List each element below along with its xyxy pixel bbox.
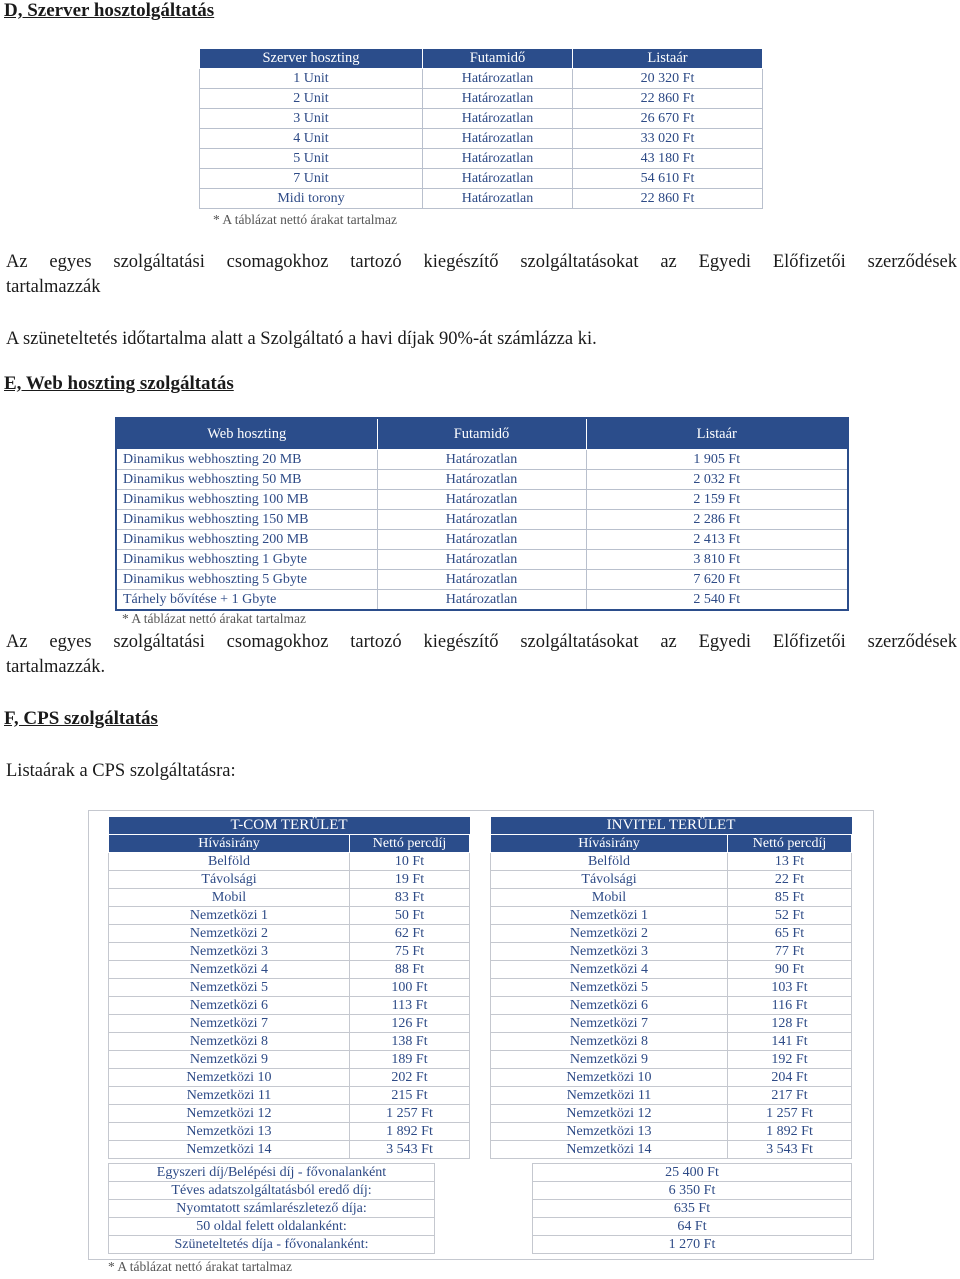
table-row — [491, 889, 852, 907]
table-row — [109, 1015, 470, 1033]
table-row — [109, 943, 470, 961]
table-cell: Belföld — [491, 853, 728, 871]
table-cell: Nemzetközi 4 — [109, 961, 350, 979]
column-header: Hívásirány — [109, 835, 350, 853]
table-cell: Nemzetközi 2 — [109, 925, 350, 943]
invitel-title: INVITEL TERÜLET — [491, 817, 852, 835]
table-row — [109, 979, 470, 997]
table-cell: Határozatlan — [423, 89, 573, 109]
table-row — [116, 530, 848, 550]
table-cell: 204 Ft — [728, 1069, 852, 1087]
table-cell: 3 Unit — [200, 109, 423, 129]
fee-value: 635 Ft — [533, 1200, 852, 1218]
table-row — [491, 853, 852, 871]
invitel-table — [490, 817, 852, 1159]
table-cell: Nemzetközi 11 — [491, 1087, 728, 1105]
spacer — [435, 1164, 533, 1182]
table-row — [109, 907, 470, 925]
table-cell: 1 905 Ft — [586, 450, 848, 470]
table-cell: Határozatlan — [377, 550, 586, 570]
table-cell: 52 Ft — [728, 907, 852, 925]
table-row — [491, 907, 852, 925]
table-cell: 113 Ft — [350, 997, 470, 1015]
table-cell: 83 Ft — [350, 889, 470, 907]
table-cell: Nemzetközi 8 — [491, 1033, 728, 1051]
fee-row — [109, 1218, 852, 1236]
table-cell: Határozatlan — [377, 530, 586, 550]
table-cell: Dinamikus webhoszting 150 MB — [116, 510, 377, 530]
table-cell: 1 Unit — [200, 69, 423, 89]
table-cell: Határozatlan — [377, 470, 586, 490]
table-row — [491, 1087, 852, 1105]
table-cell: Belföld — [109, 853, 350, 871]
table-row — [109, 871, 470, 889]
table-cell: 13 Ft — [728, 853, 852, 871]
fee-label: Szüneteltetés díja - fővonalanként: — [109, 1236, 435, 1254]
column-header: Futamidő — [377, 418, 586, 450]
table-cell: Nemzetközi 3 — [491, 943, 728, 961]
spacer — [435, 1182, 533, 1200]
table-cell: 22 860 Ft — [573, 189, 763, 209]
table-cell: Nemzetközi 8 — [109, 1033, 350, 1051]
table-cell: 138 Ft — [350, 1033, 470, 1051]
table-cell: 50 Ft — [350, 907, 470, 925]
table-cell: 202 Ft — [350, 1069, 470, 1087]
table-row — [200, 129, 763, 149]
column-header: Listaár — [586, 418, 848, 450]
column-header: Web hoszting — [116, 418, 377, 450]
table-cell: 43 180 Ft — [573, 149, 763, 169]
table-cell: 217 Ft — [728, 1087, 852, 1105]
table-cell: Nemzetközi 5 — [109, 979, 350, 997]
table-row — [491, 925, 852, 943]
table-cell: 1 257 Ft — [350, 1105, 470, 1123]
table-cell: Határozatlan — [377, 510, 586, 530]
table-row — [109, 853, 470, 871]
table-cell: 65 Ft — [728, 925, 852, 943]
table-cell: Távolsági — [491, 871, 728, 889]
table-row — [200, 69, 763, 89]
table-cell: 2 159 Ft — [586, 490, 848, 510]
table-cell: Nemzetközi 10 — [491, 1069, 728, 1087]
table-row — [116, 470, 848, 490]
table-cell: 1 892 Ft — [728, 1123, 852, 1141]
table-cell: 2 Unit — [200, 89, 423, 109]
table-cell: 4 Unit — [200, 129, 423, 149]
table-cell: 77 Ft — [728, 943, 852, 961]
table-cell: Nemzetközi 6 — [491, 997, 728, 1015]
table-row — [109, 925, 470, 943]
table-cell: 54 610 Ft — [573, 169, 763, 189]
table-row — [491, 979, 852, 997]
table-row — [200, 109, 763, 129]
table-cell: Dinamikus webhoszting 5 Gbyte — [116, 570, 377, 590]
spacer — [435, 1218, 533, 1236]
table-row — [200, 189, 763, 209]
table-row — [109, 1141, 470, 1159]
fee-row — [109, 1182, 852, 1200]
table-cell: 215 Ft — [350, 1087, 470, 1105]
table-cell: 62 Ft — [350, 925, 470, 943]
section-f-heading: F, CPS szolgáltatás — [4, 708, 158, 729]
table-row — [116, 490, 848, 510]
fee-value: 64 Ft — [533, 1218, 852, 1236]
table-row — [109, 997, 470, 1015]
net-price-note: * A táblázat nettó árakat tartalmaz — [213, 212, 398, 227]
table-cell: Nemzetközi 11 — [109, 1087, 350, 1105]
table-cell: Nemzetközi 9 — [109, 1051, 350, 1069]
table-row — [200, 89, 763, 109]
table-row — [109, 889, 470, 907]
fee-label: Egyszeri díj/Belépési díj - fővonalanként — [109, 1164, 435, 1182]
table-cell: Nemzetközi 6 — [109, 997, 350, 1015]
fee-value: 25 400 Ft — [533, 1164, 852, 1182]
table-cell: 2 540 Ft — [586, 590, 848, 611]
table-cell: 1 257 Ft — [728, 1105, 852, 1123]
column-header: Nettó percdíj — [728, 835, 852, 853]
paragraph-addons: Az egyes szolgáltatási csomagokhoz tartozó kiegészítő szolgáltatásokat az Egyedi Előfizetői szerződések — [6, 632, 957, 652]
table-cell: Nemzetközi 5 — [491, 979, 728, 997]
table-cell: Határozatlan — [423, 169, 573, 189]
table-cell: Nemzetközi 9 — [491, 1051, 728, 1069]
column-header: Nettó percdíj — [350, 835, 470, 853]
paragraph-addons-cont: tartalmazzák. — [6, 657, 106, 677]
table-cell: 19 Ft — [350, 871, 470, 889]
table-cell: 85 Ft — [728, 889, 852, 907]
table-cell: Dinamikus webhoszting 50 MB — [116, 470, 377, 490]
table-cell: Tárhely bővítése + 1 Gbyte — [116, 590, 377, 611]
table-cell: 2 286 Ft — [586, 510, 848, 530]
table-cell: Határozatlan — [423, 149, 573, 169]
fee-value: 6 350 Ft — [533, 1182, 852, 1200]
table-cell: 141 Ft — [728, 1033, 852, 1051]
table-row — [116, 590, 848, 611]
table-cell: Távolsági — [109, 871, 350, 889]
table-cell: Határozatlan — [377, 450, 586, 470]
table-cell: Mobil — [491, 889, 728, 907]
table-row — [200, 149, 763, 169]
table-cell: 5 Unit — [200, 149, 423, 169]
table-cell: Nemzetközi 7 — [109, 1015, 350, 1033]
table-row — [109, 961, 470, 979]
table-cell: Határozatlan — [423, 69, 573, 89]
cps-fees-table — [108, 1163, 852, 1254]
table-row — [491, 1105, 852, 1123]
server-hosting-table — [199, 48, 763, 209]
table-cell: Nemzetközi 7 — [491, 1015, 728, 1033]
table-cell: Határozatlan — [377, 590, 586, 611]
table-cell: 3 543 Ft — [350, 1141, 470, 1159]
table-cell: 22 Ft — [728, 871, 852, 889]
table-cell: 7 620 Ft — [586, 570, 848, 590]
table-row — [491, 871, 852, 889]
table-cell: 3 543 Ft — [728, 1141, 852, 1159]
table-cell: Határozatlan — [423, 129, 573, 149]
table-cell: Nemzetközi 1 — [109, 907, 350, 925]
table-row — [116, 510, 848, 530]
fee-row — [109, 1164, 852, 1182]
table-row — [491, 997, 852, 1015]
table-cell: 192 Ft — [728, 1051, 852, 1069]
net-price-note: * A táblázat nettó árakat tartalmaz — [108, 1259, 293, 1274]
table-cell: Dinamikus webhoszting 100 MB — [116, 490, 377, 510]
table-row — [116, 570, 848, 590]
table-cell: Határozatlan — [377, 570, 586, 590]
table-cell: Dinamikus webhoszting 20 MB — [116, 450, 377, 470]
table-cell: 3 810 Ft — [586, 550, 848, 570]
table-cell: Nemzetközi 4 — [491, 961, 728, 979]
fee-value: 1 270 Ft — [533, 1236, 852, 1254]
table-cell: Dinamikus webhoszting 1 Gbyte — [116, 550, 377, 570]
table-cell: 126 Ft — [350, 1015, 470, 1033]
table-cell: 1 892 Ft — [350, 1123, 470, 1141]
table-cell: 116 Ft — [728, 997, 852, 1015]
table-header-row — [116, 418, 848, 450]
table-cell: 90 Ft — [728, 961, 852, 979]
table-row — [491, 1015, 852, 1033]
table-cell: Nemzetközi 13 — [491, 1123, 728, 1141]
cps-intro: Listaárak a CPS szolgáltatásra: — [6, 761, 236, 781]
table-cell: 2 032 Ft — [586, 470, 848, 490]
table-cell: 75 Ft — [350, 943, 470, 961]
fee-row — [109, 1200, 852, 1218]
fee-label: Nyomtatott számlarészletező díja: — [109, 1200, 435, 1218]
column-header: Hívásirány — [491, 835, 728, 853]
section-d-heading: D, Szerver hosztolgáltatás — [4, 0, 215, 21]
table-cell: 100 Ft — [350, 979, 470, 997]
table-row — [109, 1069, 470, 1087]
table-cell: Nemzetközi 14 — [109, 1141, 350, 1159]
table-cell: 7 Unit — [200, 169, 423, 189]
tcom-title: T-COM TERÜLET — [109, 817, 470, 835]
table-row — [491, 943, 852, 961]
table-cell: 128 Ft — [728, 1015, 852, 1033]
table-row — [491, 1123, 852, 1141]
paragraph-suspension: A szüneteltetés időtartalma alatt a Szolgáltató a havi díjak 90%-át számlázza ki. — [6, 329, 597, 349]
table-cell: Midi torony — [200, 189, 423, 209]
table-cell: 33 020 Ft — [573, 129, 763, 149]
table-cell: Nemzetközi 3 — [109, 943, 350, 961]
table-cell: 103 Ft — [728, 979, 852, 997]
table-cell: Határozatlan — [423, 189, 573, 209]
column-header: Listaár — [573, 49, 763, 69]
column-header: Szerver hoszting — [200, 49, 423, 69]
table-cell: 20 320 Ft — [573, 69, 763, 89]
spacer — [435, 1200, 533, 1218]
tcom-table — [108, 817, 470, 1159]
table-row — [109, 1087, 470, 1105]
table-cell: Határozatlan — [377, 490, 586, 510]
table-cell: Nemzetközi 12 — [491, 1105, 728, 1123]
section-e-heading: E, Web hoszting szolgáltatás — [4, 373, 234, 394]
table-row — [116, 450, 848, 470]
table-cell: Mobil — [109, 889, 350, 907]
table-cell: Dinamikus webhoszting 200 MB — [116, 530, 377, 550]
table-cell: Nemzetközi 14 — [491, 1141, 728, 1159]
table-row — [116, 550, 848, 570]
table-cell: Nemzetközi 12 — [109, 1105, 350, 1123]
net-price-note: * A táblázat nettó árakat tartalmaz — [122, 611, 307, 626]
table-cell: 22 860 Ft — [573, 89, 763, 109]
paragraph-addons: Az egyes szolgáltatási csomagokhoz tartozó kiegészítő szolgáltatásokat az Egyedi Előfizetői szerződések — [6, 252, 957, 272]
table-row — [109, 1033, 470, 1051]
table-cell: Nemzetközi 10 — [109, 1069, 350, 1087]
table-cell: 88 Ft — [350, 961, 470, 979]
table-row — [491, 1069, 852, 1087]
fee-row — [109, 1236, 852, 1254]
fee-label: Téves adatszolgáltatásból eredő díj: — [109, 1182, 435, 1200]
spacer — [435, 1236, 533, 1254]
table-row — [491, 1141, 852, 1159]
column-header: Futamidő — [423, 49, 573, 69]
web-hosting-table — [115, 417, 849, 611]
fee-label: 50 oldal felett oldalanként: — [109, 1218, 435, 1236]
table-row — [491, 1051, 852, 1069]
table-cell: Nemzetközi 1 — [491, 907, 728, 925]
paragraph-addons-cont: tartalmazzák — [6, 277, 101, 297]
table-cell: Határozatlan — [423, 109, 573, 129]
table-row — [491, 961, 852, 979]
table-row — [491, 1033, 852, 1051]
table-cell: 2 413 Ft — [586, 530, 848, 550]
table-cell: Nemzetközi 13 — [109, 1123, 350, 1141]
table-row — [200, 169, 763, 189]
table-cell: Nemzetközi 2 — [491, 925, 728, 943]
table-row — [109, 1051, 470, 1069]
table-cell: 189 Ft — [350, 1051, 470, 1069]
table-cell: 26 670 Ft — [573, 109, 763, 129]
table-row — [109, 1123, 470, 1141]
table-header-row — [200, 49, 763, 69]
table-cell: 10 Ft — [350, 853, 470, 871]
table-row — [109, 1105, 470, 1123]
